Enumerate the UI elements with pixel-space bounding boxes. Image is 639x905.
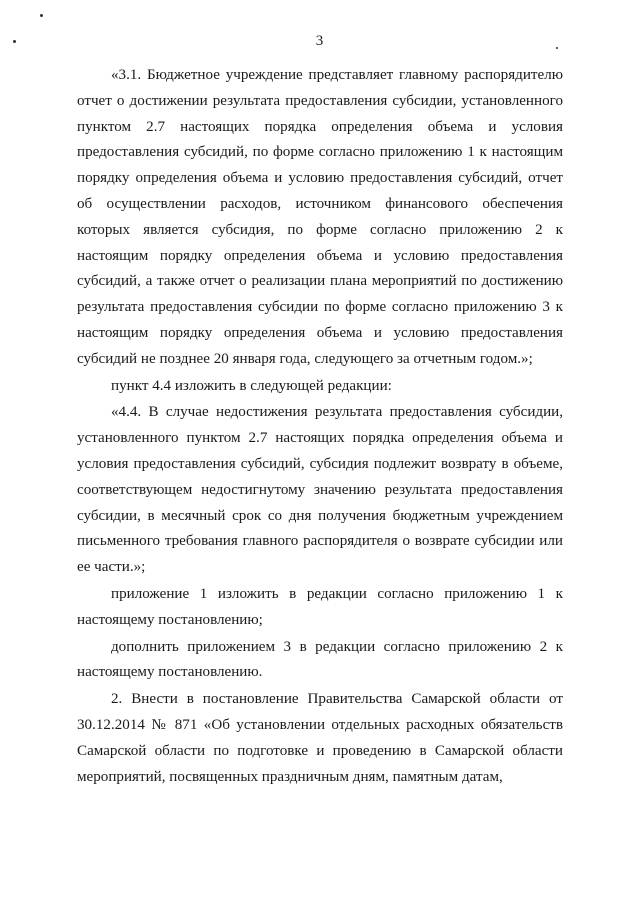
page-number: 3 — [315, 33, 324, 49]
paragraph-amend-4-4: пункт 4.4 изложить в следующей редакции: — [111, 377, 392, 394]
paragraph-item-2: 2. Внести в постановление Правительства Самарской области от 30.12.2014 № 871 «Об установлении отдельных расходных обязательств Самарской области по подготовке и проведению в Самарской области мероприятий, посвященных праздничным дням, памятным датам, — [77, 691, 563, 785]
paragraph-appendix-3: дополнить приложением 3 в редакции согласно приложению 2 к настоящему постановлению. — [77, 638, 563, 681]
scan-speck — [40, 14, 43, 17]
paragraph-4-4: «4.4. В случае недостижения результата предоставления субсидии, установленного пунктом 2.7 настоящих порядка определения объема и условия предоставления субсидий, субсидия подлежит возврату в объеме, соответствующем недостигнутому значению результата предоставления субсидии, в месячный срок со дня получения бюджетным учреждением письменного требования главного распорядителя о возврате субсидии или ее части.»; — [77, 404, 563, 576]
paragraph-appendix-1: приложение 1 изложить в редакции согласно приложению 1 к настоящему постановлению; — [77, 585, 563, 628]
paragraph-3-1: «3.1. Бюджетное учреждение представляет главному распорядителю отчет о достижении результата предоставления субсидии, установленного пунктом 2.7 настоящих порядка определения объема и условия предоставления субсидий, по форме согласно приложению 1 к настоящим порядку определения объема и условию предоставления субсидий, отчет об осуществлении расходов, источником финансового обеспечения которых является субсидия, по форме согласно приложению 2 к настоящим порядку определения объема и условию предоставления субсидий, а также отчет о реализации плана мероприятий по достижению результата предоставления субсидии по форме согласно приложению 3 к настоящим порядку определения объема и условию предоставления субсидий не позднее 20 января года, следующего за отчетным годом.»; — [77, 67, 563, 367]
document-body — [77, 63, 563, 790]
